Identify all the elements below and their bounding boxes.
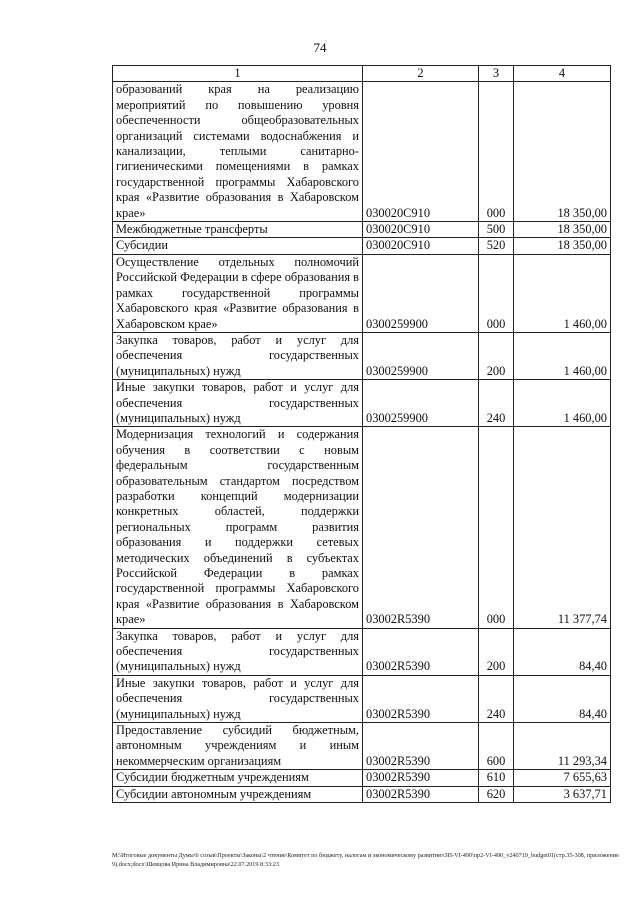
row-name: Осуществление отдельных полномочий Российской Федерации в сфере образования в рамках государственной программы Хабаровского края «Развитие образования в Хабаровском крае»	[113, 254, 363, 332]
row-expense-type: 600	[479, 723, 514, 770]
row-code: 03002R5390	[363, 675, 479, 722]
row-amount: 7 655,63	[514, 770, 611, 786]
row-name: Межбюджетные трансферты	[113, 222, 363, 238]
table-row	[113, 628, 611, 675]
row-amount: 11 377,74	[514, 427, 611, 628]
row-code: 03002R5390	[363, 427, 479, 628]
row-expense-type: 000	[479, 427, 514, 628]
table-row	[113, 723, 611, 770]
column-header-3: 3	[479, 66, 514, 82]
row-name: Субсидии	[113, 238, 363, 254]
row-expense-type: 200	[479, 332, 514, 379]
row-expense-type: 620	[479, 786, 514, 802]
row-amount: 84,40	[514, 675, 611, 722]
budget-table	[112, 65, 611, 803]
row-name: Модернизация технологий и содержания обучения в соответствии с новым федеральным государственным образовательным стандартом посредством разработки концепций модернизации конкретных областей, поддержки региональных программ развития образования и поддержки сетевых методических объединений в субъектах Российской Федерации в рамках государственной программы Хабаровского края «Развитие образования в Хабаровском крае»	[113, 427, 363, 628]
row-name: Предоставление субсидий бюджетным, автономным учреждениям и иным некоммерческим организациям	[113, 723, 363, 770]
column-header-4: 4	[514, 66, 611, 82]
row-amount: 18 350,00	[514, 82, 611, 222]
row-code: 0300259900	[363, 254, 479, 332]
table-row	[113, 770, 611, 786]
row-code: 03002R5390	[363, 786, 479, 802]
row-expense-type: 240	[479, 675, 514, 722]
document-path-footer: М:\Итоговые документы Думы\6 созыв\Проекты\Законы\2 чтение\Комитет по бюджету, налогам и экономическому развитию\ЗП-VI-490\пр2-VI-490_v240719_budget01(стр.35-308, приложение 9).docx;docx\Шевцова Ирина Владимировна\22.07.2019 8:33:23	[112, 852, 619, 868]
row-expense-type: 520	[479, 238, 514, 254]
row-amount: 1 460,00	[514, 380, 611, 427]
table-row	[113, 254, 611, 332]
table-row	[113, 427, 611, 628]
table-row	[113, 238, 611, 254]
column-header-1: 1	[113, 66, 363, 82]
row-code: 030020С910	[363, 222, 479, 238]
row-expense-type: 000	[479, 82, 514, 222]
row-code: 03002R5390	[363, 628, 479, 675]
row-amount: 18 350,00	[514, 222, 611, 238]
row-expense-type: 610	[479, 770, 514, 786]
row-name: Закупка товаров, работ и услуг для обеспечения государственных (муниципальных) нужд	[113, 628, 363, 675]
table-row	[113, 786, 611, 802]
row-amount: 1 460,00	[514, 254, 611, 332]
row-name: Субсидии бюджетным учреждениям	[113, 770, 363, 786]
row-code: 0300259900	[363, 380, 479, 427]
row-expense-type: 240	[479, 380, 514, 427]
row-expense-type: 000	[479, 254, 514, 332]
row-code: 03002R5390	[363, 770, 479, 786]
row-name: Иные закупки товаров, работ и услуг для обеспечения государственных (муниципальных) нужд	[113, 380, 363, 427]
row-code: 0300259900	[363, 332, 479, 379]
row-name: образований края на реализацию мероприятий по повышению уровня обеспеченности общеобразовательных организаций системами водоснабжения и канализации, теплыми санитарно-гигиеническими помещениями в рамках государственной программы Хабаровского края «Развитие образования в Хабаровском крае»	[113, 82, 363, 222]
row-amount: 1 460,00	[514, 332, 611, 379]
row-amount: 3 637,71	[514, 786, 611, 802]
table-row	[113, 380, 611, 427]
table-row	[113, 82, 611, 222]
row-code: 030020С910	[363, 238, 479, 254]
row-name: Иные закупки товаров, работ и услуг для обеспечения государственных (муниципальных) нужд	[113, 675, 363, 722]
column-header-2: 2	[363, 66, 479, 82]
page-number: 74	[313, 40, 327, 55]
row-code: 030020С910	[363, 82, 479, 222]
table-row	[113, 222, 611, 238]
row-name: Субсидии автономным учреждениям	[113, 786, 363, 802]
table-header-row	[113, 66, 611, 82]
row-code: 03002R5390	[363, 723, 479, 770]
row-name: Закупка товаров, работ и услуг для обеспечения государственных (муниципальных) нужд	[113, 332, 363, 379]
row-expense-type: 500	[479, 222, 514, 238]
row-amount: 11 293,34	[514, 723, 611, 770]
row-amount: 18 350,00	[514, 238, 611, 254]
table-row	[113, 332, 611, 379]
row-expense-type: 200	[479, 628, 514, 675]
table-row	[113, 675, 611, 722]
row-amount: 84,40	[514, 628, 611, 675]
